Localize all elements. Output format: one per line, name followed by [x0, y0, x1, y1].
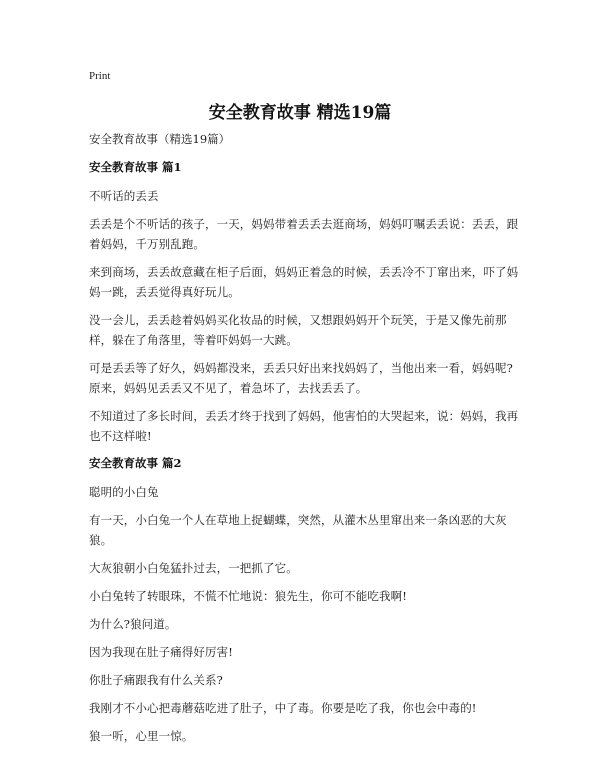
paragraph: 来到商场，丢丢故意藏在柜子后面，妈妈正着急的时候，丢丢冷不丁窜出来，吓了妈妈一跳，丢丢觉得真好玩儿。 — [89, 265, 519, 299]
story-title: 不听话的丢丢 — [89, 189, 159, 203]
paragraph: 不知道过了多长时间，丢丢才终于找到了妈妈，他害怕的大哭起来，说：妈妈，我再也不这样啦! — [89, 409, 519, 443]
paragraph: 有一天，小白兔一个人在草地上捉蝴蝶，突然，从灌木丛里窜出来一条凶恶的大灰狼。 — [89, 513, 507, 547]
document-body — [89, 130, 519, 754]
story-title: 聪明的小白兔 — [89, 485, 159, 499]
document-subtitle: 安全教育故事（精选19篇） — [89, 132, 231, 146]
paragraph: 没一会儿，丢丢趁着妈妈买化妆品的时候，又想跟妈妈开个玩笑，于是又像先前那样，躲在了角落里，等着吓妈妈一大跳。 — [89, 313, 507, 347]
paragraph: 因为我现在肚子痛得好厉害! — [89, 645, 233, 659]
story-heading: 安全教育故事 篇2 — [89, 456, 182, 470]
print-label: Print — [89, 70, 111, 82]
paragraph: 可是丢丢等了好久，妈妈都没来，丢丢只好出来找妈妈了，当他出来一看，妈妈呢?原来，妈妈见丢丢又不见了，着急坏了，去找丢丢了。 — [89, 361, 513, 395]
paragraph: 狼一听，心里一惊。 — [89, 729, 194, 743]
paragraph: 小白兔转了转眼珠，不慌不忙地说：狼先生，你可不能吃我啊! — [89, 589, 407, 603]
paragraph: 你肚子痛跟我有什么关系? — [89, 673, 223, 687]
paragraph: 我刚才不小心把毒蘑菇吃进了肚子，中了毒。你要是吃了我，你也会中毒的! — [89, 701, 477, 715]
story-heading: 安全教育故事 篇1 — [89, 160, 182, 174]
paragraph: 丢丢是个不听话的孩子，一天，妈妈带着丢丢去逛商场，妈妈叮嘱丢丢说：丢丢，跟着妈妈，千万别乱跑。 — [89, 217, 519, 251]
page-title: 安全教育故事 精选19篇 — [208, 103, 392, 123]
paragraph: 大灰狼朝小白兔猛扑过去，一把抓了它。 — [89, 561, 298, 575]
paragraph: 为什么?狼问道。 — [89, 617, 177, 631]
